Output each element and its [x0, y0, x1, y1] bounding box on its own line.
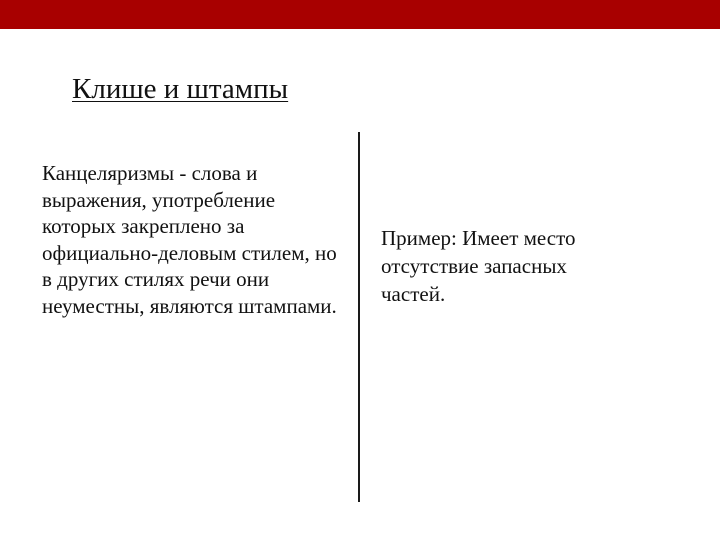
- definition-text: Канцеляризмы - слова и выражения, употребление которых закреплено за официально-деловым стилем, но в других стилях речи они неуместны, являются штампами.: [42, 161, 337, 318]
- slide-title: Клише и штампы: [72, 73, 289, 105]
- example-text: Пример: Имеет место отсутствие запасных частей.: [381, 226, 576, 306]
- top-accent-bar: [0, 0, 720, 29]
- vertical-divider: [358, 132, 360, 502]
